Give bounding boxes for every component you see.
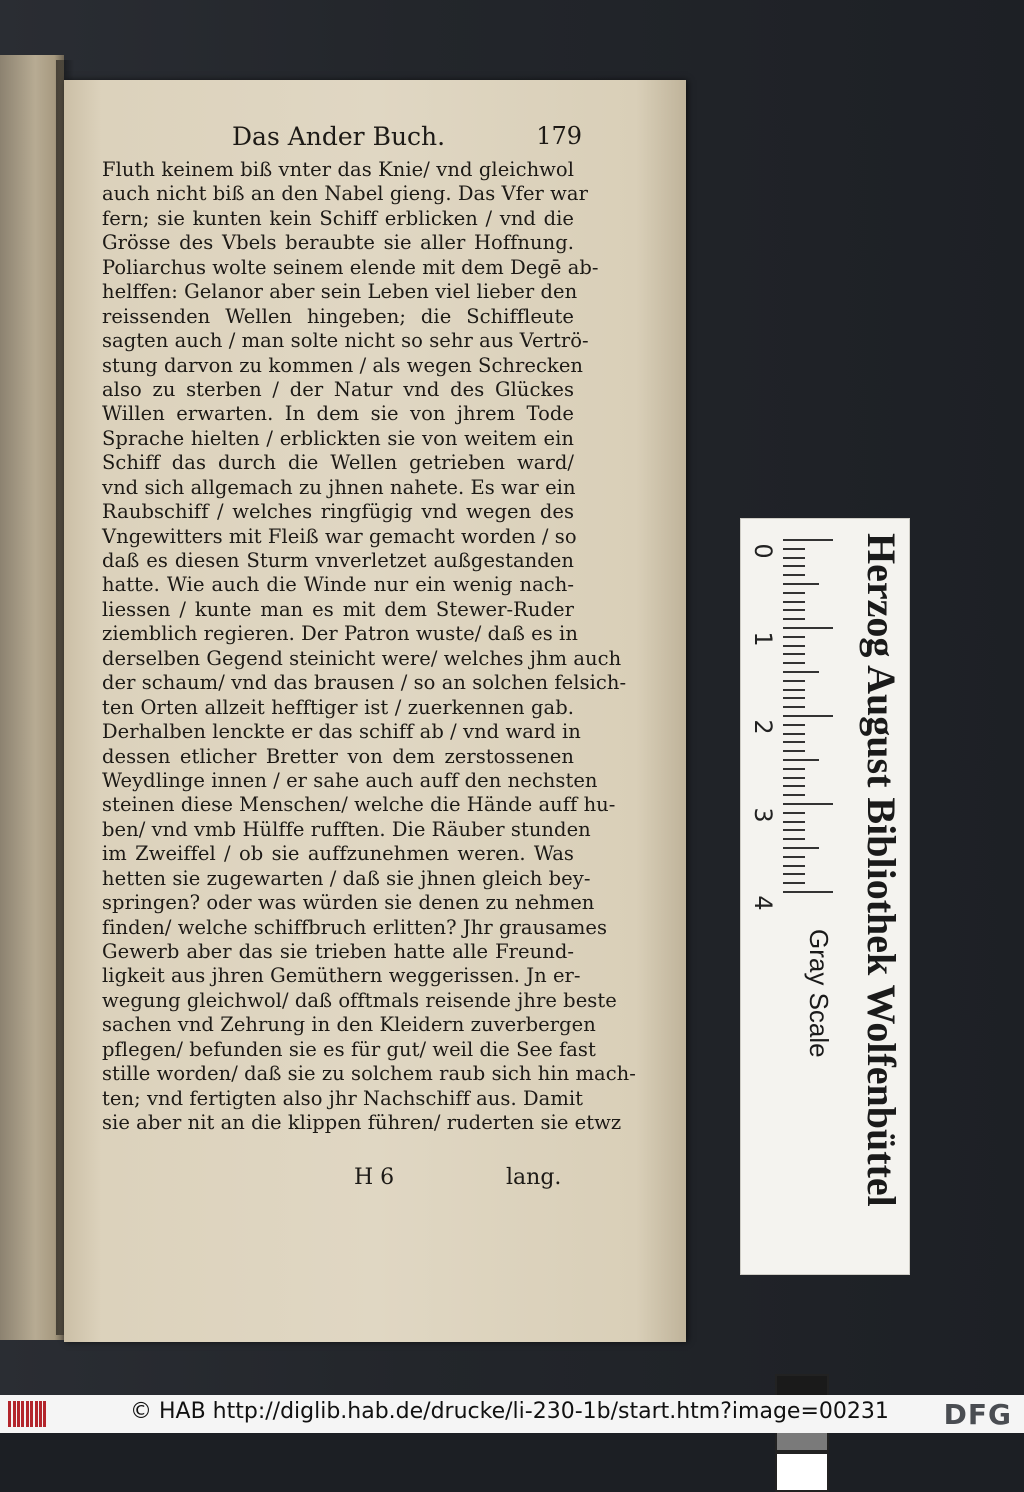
text-line: ziemblich regieren. Der Patron wuste/ daß es in <box>102 622 578 646</box>
text-line: Gewerb aber das sie trieben hatte alle Freund- <box>102 940 574 963</box>
ruler-tick <box>783 865 805 867</box>
page-number: 179 <box>536 122 582 150</box>
barcode-bar <box>8 1401 11 1427</box>
text-block <box>102 158 636 1136</box>
text-line: Poliarchus wolte seinem elende mit dem Degē ab- <box>102 255 599 279</box>
text-line: ben/ vnd vmb Hülffe rufften. Die Räuber stunden <box>102 817 591 841</box>
ruler-tick <box>783 812 805 814</box>
gray-swatch-white <box>775 1452 829 1492</box>
text-line: daß es diesen Sturm vnverletzet außgestanden <box>102 549 574 572</box>
library-name: Herzog August Bibliothek Wolfenbüttel <box>859 533 904 1207</box>
ruler-number-4: 4 <box>749 895 777 911</box>
text-line: Sprache hielten / erblickten sie von weitem ein <box>102 426 574 450</box>
ruler-tick <box>783 565 805 567</box>
text-line: derselben Gegend steinicht were/ welches jhm auch <box>102 646 622 670</box>
ruler-tick <box>783 618 805 620</box>
text-line: Vngewitters mit Fleiß war gemacht worden / so <box>102 524 577 548</box>
text-line: dessen etlicher Bretter von dem zerstossenen <box>102 744 574 768</box>
ruler-tick <box>783 548 805 550</box>
barcode-bar <box>17 1401 20 1427</box>
ruler-tick <box>783 671 819 673</box>
text-line: helffen: Gelanor aber sein Leben viel lieber den <box>102 280 578 304</box>
text-line: hatte. Wie auch die Winde nur ein wenig nach- <box>102 573 574 597</box>
ruler-tick <box>783 741 805 743</box>
text-line: auch nicht biß an den Nabel gieng. Das Vfer war <box>102 182 588 206</box>
text-line: Fluth keinem biß vnter das Knie/ vnd gleichwol <box>102 158 574 181</box>
ruler-tick <box>783 592 805 594</box>
text-line: finden/ welche schiffbruch erlitten? Jhr grausames <box>102 915 608 939</box>
text-line: Willen erwarten. In dem sie von jhrem Tode <box>102 402 574 426</box>
ruler-tick <box>783 583 819 585</box>
catchword: lang. <box>506 1165 562 1190</box>
ruler-tick <box>783 847 819 849</box>
barcode-bar <box>39 1401 42 1427</box>
text-line: liessen / kunte man es mit dem Stewer-Ruder <box>102 597 574 621</box>
ruler-tick <box>783 715 833 717</box>
ruler-number-1: 1 <box>749 631 777 647</box>
text-line: Schiff das durch die Wellen getrieben ward/ <box>102 451 574 475</box>
ruler-tick <box>783 838 805 840</box>
ruler-tick <box>783 557 805 559</box>
text-line: Grösse des Vbels beraubte sie aller Hoffnung. <box>102 231 574 255</box>
ruler-tick <box>783 873 805 875</box>
ruler-tick <box>783 777 805 779</box>
text-line: Weydlinge innen / er sahe auch auff den nechsten <box>102 768 598 792</box>
barcode-bar <box>30 1401 33 1427</box>
hab-barcode-icon <box>8 1401 48 1427</box>
text-line: sagten auch / man solte nicht so sehr aus Vertrö- <box>102 329 589 353</box>
text-line: im Zweiffel / ob sie auffzunehmen weren. Was <box>102 842 574 866</box>
ruler-tick <box>783 794 805 796</box>
barcode-bar <box>21 1401 24 1427</box>
barcode-bar <box>26 1401 29 1427</box>
ruler-tick <box>783 574 805 576</box>
ruler-tick <box>783 653 805 655</box>
copyright-url[interactable]: © HAB http://diglib.hab.de/drucke/li-230-1b/start.htm?image=00231 <box>130 1399 889 1424</box>
ruler-tick <box>783 733 805 735</box>
ruler-tick <box>783 759 819 761</box>
ruler-tick <box>783 882 805 884</box>
ruler-tick <box>783 539 833 541</box>
ruler-tick <box>783 697 805 699</box>
text-line: hetten sie zugewarten / daß sie jhnen gleich bey- <box>102 866 591 890</box>
text-line: fern; sie kunten kein Schiff erblicken / vnd die <box>102 206 574 230</box>
previous-page-edge <box>0 55 64 1340</box>
ruler-tick <box>783 856 805 858</box>
book-page <box>64 80 686 1342</box>
ruler-number-3: 3 <box>749 807 777 823</box>
ruler-tick <box>783 689 805 691</box>
ruler-tick <box>783 803 833 805</box>
ruler-brand <box>853 533 909 1263</box>
gray-scale-label: Gray Scale <box>804 929 834 1058</box>
ruler-tick <box>783 785 805 787</box>
page-header <box>232 122 582 158</box>
ruler-tick <box>783 645 805 647</box>
text-line: ten Orten allzeit hefftiger ist / zuerkennen gab. <box>102 695 574 719</box>
ruler-ticks <box>783 539 843 939</box>
barcode-bar <box>35 1401 38 1427</box>
text-line: steinen diese Menschen/ welche die Hände auff hu- <box>102 793 616 817</box>
ruler-tick <box>783 601 805 603</box>
ruler-number-0: 0 <box>749 543 777 559</box>
text-line: ten; vnd fertigten also jhr Nachschiff aus. Damit <box>102 1086 584 1110</box>
text-line: reissenden Wellen hingeben; die Schiffleute <box>102 304 574 328</box>
ruler-tick <box>783 750 805 752</box>
text-line: pflegen/ befunden sie es für gut/ weil die See fast <box>102 1037 596 1061</box>
ruler-tick <box>783 609 805 611</box>
ruler-tick <box>783 724 805 726</box>
text-line: vnd sich allgemach zu jhnen nahete. Es war ein <box>102 475 576 499</box>
text-line: sie aber nit an die klippen führen/ ruderten sie etwz <box>102 1111 622 1135</box>
ruler-tick <box>783 706 805 708</box>
text-line: stille worden/ daß sie zu solchem raub sich hin mach- <box>102 1062 636 1086</box>
signature-mark: H 6 <box>354 1165 395 1190</box>
dfg-logo: DFG <box>943 1398 1012 1431</box>
text-line: ligkeit aus jhren Gemüthern weggerissen. Jn er- <box>102 964 581 988</box>
running-title: Das Ander Buch. <box>232 122 446 151</box>
ruler-tick <box>783 636 805 638</box>
text-line: also zu sterben / der Natur vnd des Glückes <box>102 377 574 401</box>
scale-ruler <box>740 518 910 1275</box>
ruler-number-2: 2 <box>749 719 777 735</box>
ruler-tick <box>783 891 833 893</box>
ruler-tick <box>783 662 805 664</box>
text-line: wegung gleichwol/ daß offtmals reisende jhre beste <box>102 988 617 1012</box>
ruler-tick <box>783 680 805 682</box>
text-line: der schaum/ vnd das brausen / so an solchen felsich- <box>102 671 627 695</box>
ruler-tick <box>783 829 805 831</box>
text-line: springen? oder was würden sie denen zu nehmen <box>102 891 595 915</box>
ruler-tick <box>783 821 805 823</box>
ruler-tick <box>783 627 833 629</box>
ruler-tick <box>783 768 805 770</box>
text-line: Raubschiff / welches ringfügig vnd wegen des <box>102 500 574 524</box>
text-line: Derhalben lenckte er das schiff ab / vnd ward in <box>102 720 581 744</box>
text-line: sachen vnd Zehrung in den Kleidern zuverbergen <box>102 1013 596 1037</box>
barcode-bar <box>13 1401 16 1427</box>
barcode-bar <box>43 1401 46 1427</box>
footer-bar <box>0 1395 1024 1433</box>
text-line: stung darvon zu kommen / als wegen Schrecken <box>102 353 584 377</box>
